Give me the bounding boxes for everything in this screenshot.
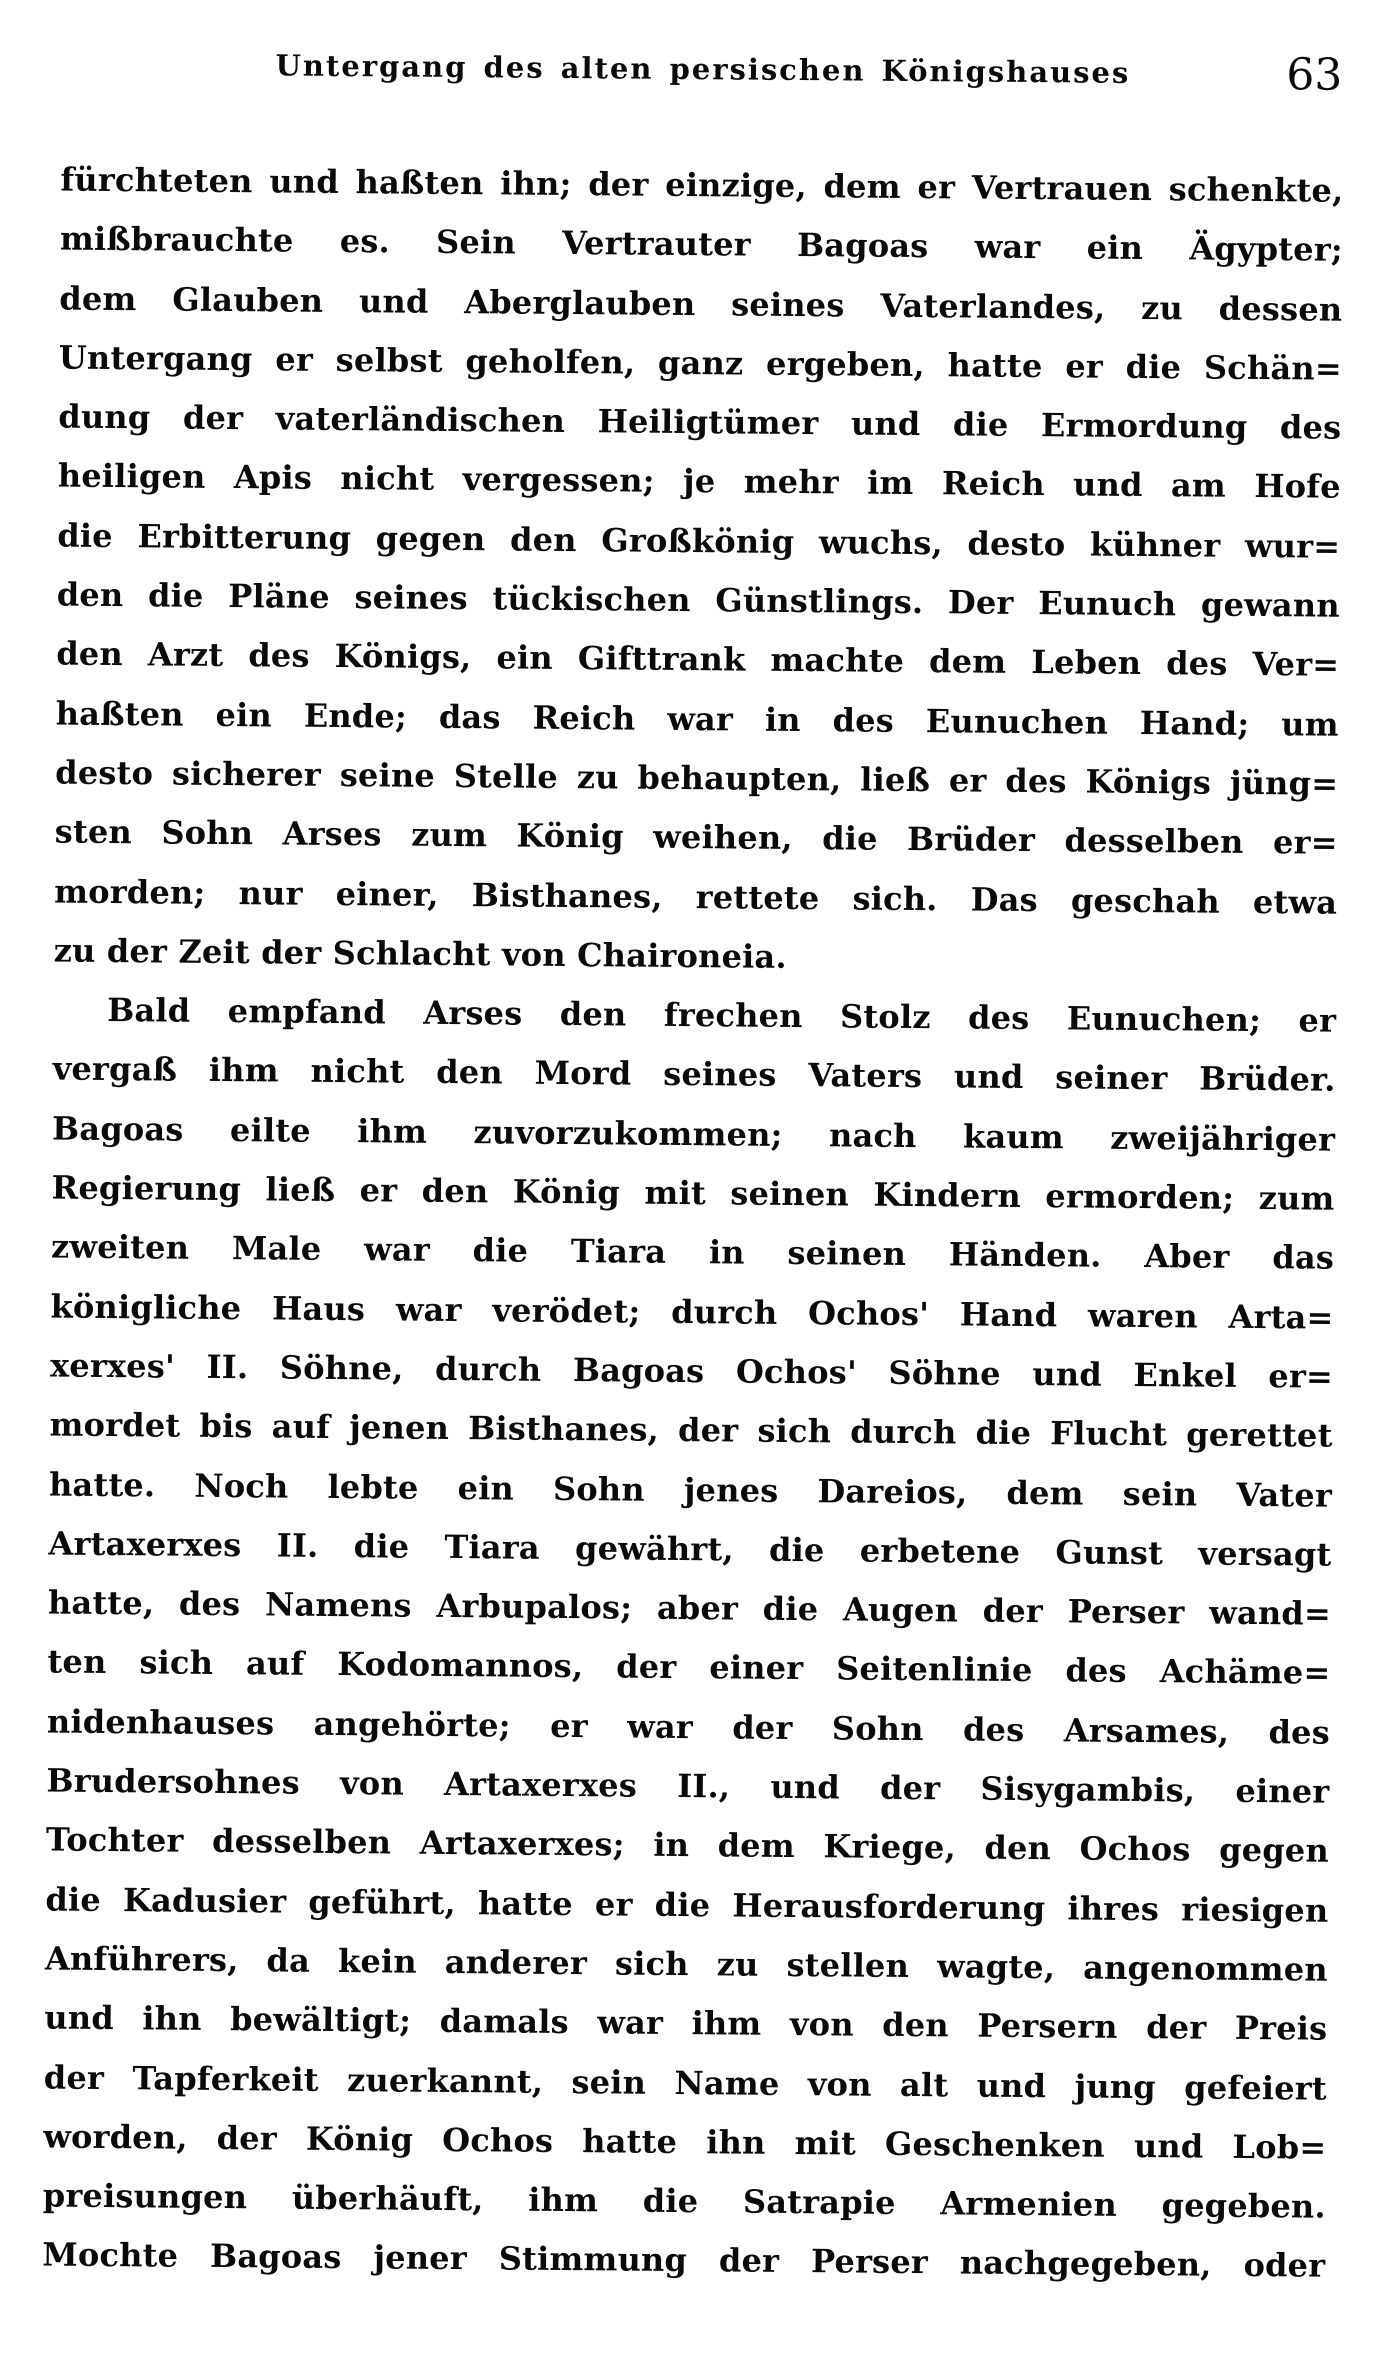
text-line: dem Glauben und Aberglauben seines Vaterlandes, zu dessen [59,279,1343,329]
text-line: xerxes' II. Söhne, durch Bagoas Ochos' Söhne und Enkel er= [49,1346,1334,1396]
body-text [42,151,1344,2297]
text-line: mißbrauchte es. Sein Vertrauter Bagoas war ein Ägypter; [59,219,1344,270]
text-line: die Kadusier geführt, hatte er die Herausforderung ihres riesigen [45,1880,1329,1930]
paragraph-1 [53,151,1343,992]
text-line: Artaxerxes II. die Tiara gewährt, die erbetene Gunst versagt [48,1524,1332,1574]
text-line: hatte. Noch lebte ein Sohn jenes Dareios, dem sein Vater [48,1465,1333,1515]
text-line: desto sicherer seine Stelle zu behaupten, ließ er des Königs jüng= [55,753,1339,803]
text-line: haßten ein Ende; das Reich war in des Eunuchen Hand; um [55,694,1339,744]
text-line: Tochter desselben Artaxerxes; in dem Kriege, den Ochos gegen [45,1820,1330,1870]
text-line: Bald empfand Arses den frechen Stolz des Eunuchen; er [107,991,1337,1040]
text-line: Brudersohnes von Artaxerxes II., und der Sisygambis, einer [46,1761,1330,1811]
text-line: Anführers, da kein anderer sich zu stellen wagte, angenommen [44,1939,1329,1989]
text-line: den Arzt des Königs, ein Gifttrank machte dem Leben des Ver= [56,634,1340,685]
text-line: nidenhauses angehörte; er war der Sohn des Arsames, des [46,1702,1331,1752]
text-line: zu der Zeit der Schlacht von Chaironeia. [53,931,787,976]
running-header [61,37,1345,112]
text-line: königliche Haus war verödet; durch Ochos' Hand waren Arta= [50,1287,1334,1337]
text-line: sten Sohn Arses zum König weihen, die Brüder desselben er= [54,812,1338,862]
text-line: ten sich auf Kodomannos, der einer Seitenlinie des Achäme= [47,1642,1331,1693]
text-line: Mochte Bagoas jener Stimmung der Perser nachgegeben, oder [42,2235,1326,2286]
text-line: worden, der König Ochos hatte ihn mit Geschenken und Lob= [43,2117,1327,2167]
text-line: den die Pläne seines tückischen Günstlings. Der Eunuch gewann [56,575,1340,625]
text-line: heiligen Apis nicht vergessen; je mehr im Reich und am Hofe [57,457,1341,507]
text-line: Untergang er selbst geholfen, ganz ergeben, hatte er die Schän= [58,338,1343,388]
text-line: und ihn bewältigt; damals war ihm von den Persern der Preis [44,1998,1328,2048]
running-header-title: Untergang des alten persischen Königshauses [275,48,1131,90]
text-line: Regierung ließ er den König mit seinen Kindern ermorden; zum [51,1168,1335,1218]
page-number: 63 [1286,49,1343,101]
text-line: zweiten Male war die Tiara in seinen Händen. Aber das [50,1227,1335,1278]
text-line: der Tapferkeit zuerkannt, sein Name von alt und jung gefeiert [43,2057,1327,2108]
text-line: die Erbitterung gegen den Großkönig wuchs, desto kühner wur= [57,516,1341,566]
text-line: fürchteten und haßten ihn; der einzige, dem er Vertrauen schenkte, [60,160,1344,210]
text-line: morden; nur einer, Bisthanes, rettete sich. Das geschah etwa [54,872,1338,922]
text-line: hatte, des Namens Arbupalos; aber die Augen der Perser wand= [47,1583,1332,1633]
text-line: Bagoas eilte ihm zuvorzukommen; nach kaum zweijähriger [51,1109,1336,1159]
text-line: preisungen überhäuft, ihm die Satrapie Armenien gegeben. [42,2176,1326,2226]
paragraph-2 [42,981,1336,2297]
text-line: mordet bis auf jenen Bisthanes, der sich durch die Flucht gerettet [49,1405,1333,1455]
text-line: vergaß ihm nicht den Mord seines Vaters und seiner Brüder. [52,1049,1336,1100]
text-line: dung der vaterländischen Heiligtümer und die Ermordung des [58,397,1342,447]
